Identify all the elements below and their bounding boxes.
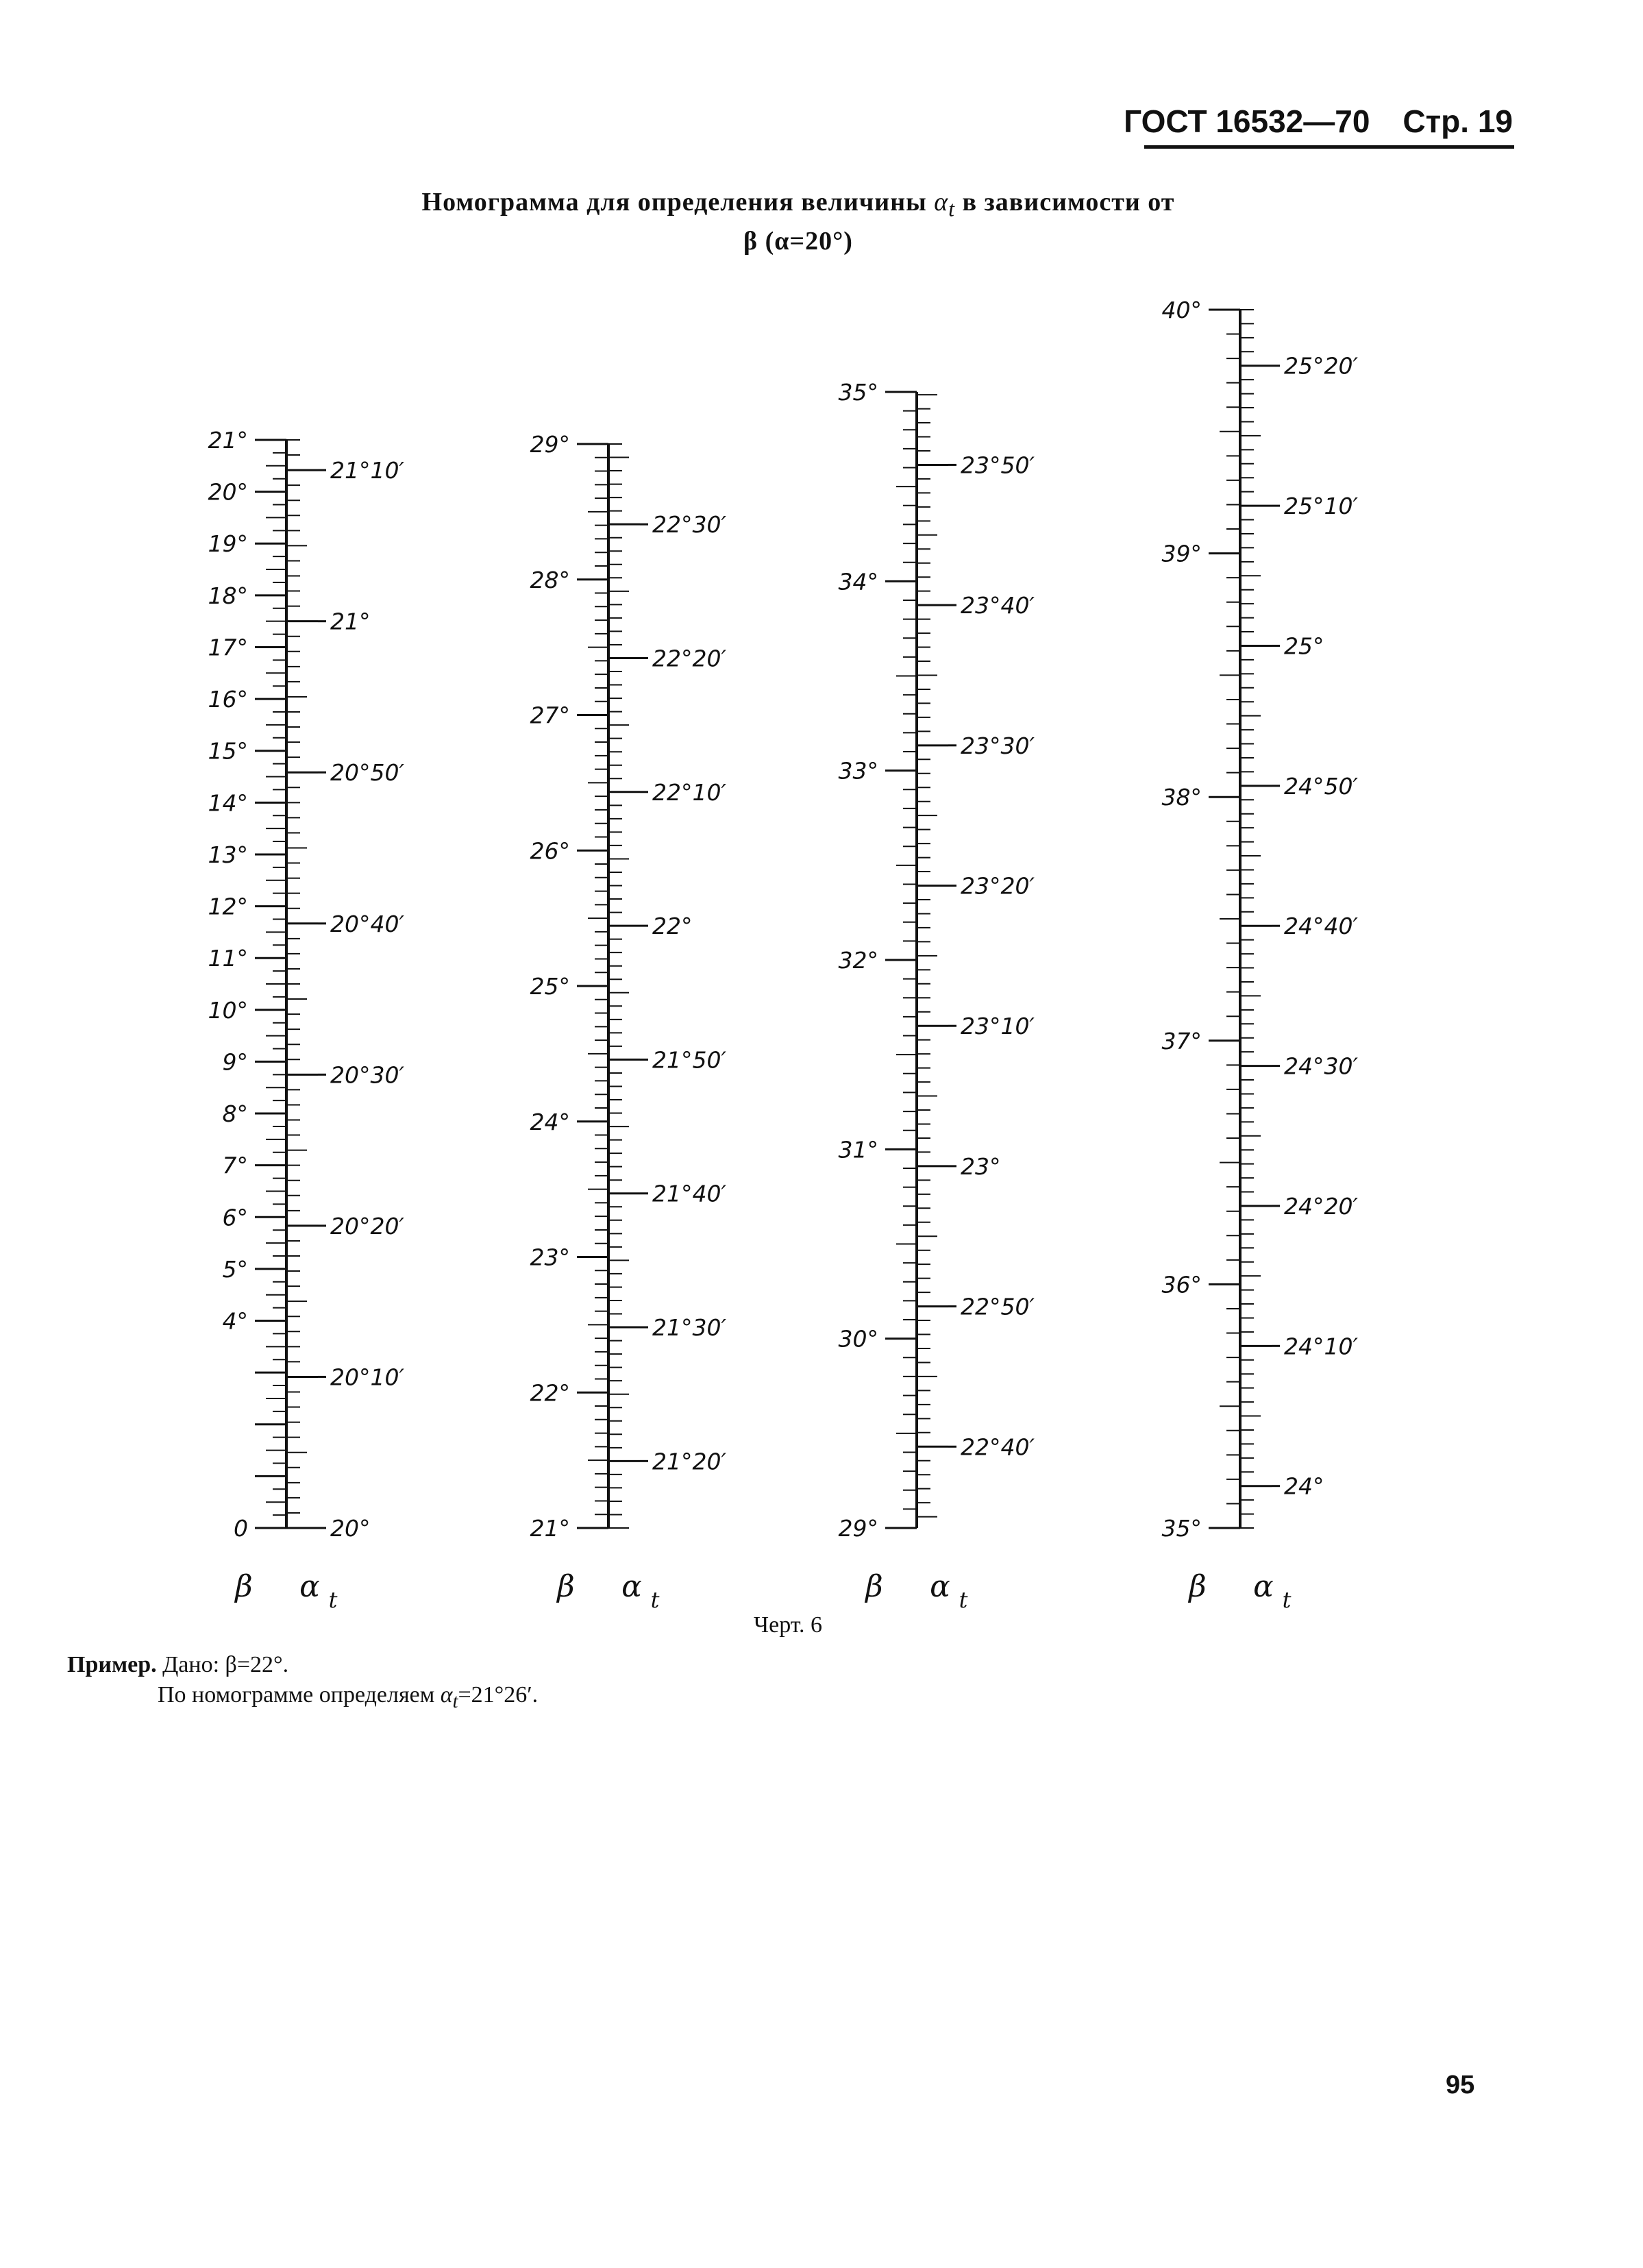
beta-tick-label: 32°	[838, 947, 878, 974]
beta-tick-label: 24°	[530, 1108, 570, 1135]
nomogram-scale-3	[839, 379, 1035, 1613]
beta-tick-label: 18°	[208, 582, 248, 609]
alpha-tick-label: 23°40′	[961, 592, 1035, 619]
beta-tick-label: 22°	[530, 1379, 570, 1407]
page-reference: Стр. 19	[1403, 103, 1513, 139]
alpha-tick-label: 24°50′	[1284, 772, 1358, 800]
alpha-axis-subscript: t	[328, 1587, 338, 1613]
alpha-tick-label: 24°	[1284, 1472, 1324, 1500]
alpha-axis-subscript: t	[1282, 1587, 1292, 1613]
alpha-tick-label: 21°50′	[652, 1046, 726, 1074]
alpha-symbol: α	[934, 188, 949, 217]
beta-tick-label: 7°	[222, 1152, 248, 1179]
alpha-subscript: t	[948, 197, 956, 221]
beta-axis-name: β	[1189, 1569, 1207, 1604]
alpha-axis-name: α	[299, 1569, 320, 1604]
nomogram-scale-2	[530, 431, 727, 1613]
alpha-tick-label: 20°30′	[330, 1061, 404, 1089]
beta-tick-label: 23°	[530, 1244, 570, 1271]
beta-tick-label: 29°	[838, 1515, 878, 1542]
alpha-tick-label: 21°20′	[652, 1448, 726, 1475]
beta-tick-label: 12°	[208, 893, 248, 920]
beta-tick-label: 19°	[208, 530, 248, 558]
alpha-tick-label: 22°50′	[961, 1293, 1035, 1320]
example-block	[67, 1650, 538, 1717]
alpha-tick-label: 25°	[1284, 632, 1324, 660]
alpha-tick-label: 21°10′	[330, 457, 404, 484]
beta-tick-label: 26°	[530, 837, 570, 865]
beta-tick-label: 29°	[530, 431, 570, 458]
alpha-tick-label: 25°10′	[1284, 493, 1358, 520]
beta-tick-label: 0	[234, 1515, 248, 1542]
beta-tick-label: 14°	[208, 789, 248, 817]
alpha-tick-label: 25°20′	[1284, 352, 1358, 380]
example-result-text: По номограмме определяем	[158, 1682, 435, 1708]
title-text-suffix: в зависимости от	[962, 188, 1175, 217]
beta-tick-label: 6°	[222, 1204, 248, 1231]
beta-tick-label: 5°	[222, 1255, 248, 1283]
beta-tick-label: 31°	[838, 1136, 878, 1163]
beta-tick-label: 25°	[530, 973, 570, 1000]
beta-tick-label: 13°	[208, 841, 248, 868]
standard-number: ГОСТ 16532—70	[1124, 103, 1370, 139]
alpha-axis-name: α	[930, 1569, 950, 1604]
alpha-tick-label: 23°30′	[961, 732, 1035, 759]
beta-tick-label: 15°	[208, 737, 248, 765]
alpha-tick-label: 23°10′	[961, 1013, 1035, 1040]
beta-tick-label: 35°	[838, 379, 878, 406]
example-result	[67, 1680, 538, 1717]
alpha-tick-label: 24°10′	[1284, 1333, 1358, 1360]
nomogram-scale-4	[1162, 297, 1359, 1613]
page-number: 95	[1446, 2071, 1475, 2099]
beta-tick-label: 27°	[530, 702, 570, 729]
beta-tick-label: 8°	[222, 1100, 248, 1128]
alpha-axis-subscript: t	[650, 1587, 660, 1613]
beta-tick-label: 37°	[1161, 1027, 1202, 1055]
alpha-tick-label: 24°40′	[1284, 913, 1358, 940]
alpha-tick-label: 23°50′	[961, 452, 1035, 479]
beta-axis-name: β	[865, 1569, 883, 1604]
title-line-2: β (α=20°)	[743, 226, 853, 256]
example-given: Дано: β=22°.	[162, 1652, 289, 1677]
example-alpha-sub: t	[452, 1690, 458, 1712]
alpha-tick-label: 24°30′	[1284, 1052, 1358, 1080]
beta-tick-label: 21°	[208, 427, 248, 454]
beta-tick-label: 36°	[1161, 1271, 1202, 1298]
alpha-tick-label: 24°20′	[1284, 1192, 1358, 1220]
alpha-axis-name: α	[1253, 1569, 1274, 1604]
nomogram-scale-1	[208, 427, 405, 1613]
alpha-tick-label: 21°40′	[652, 1180, 726, 1207]
example-alpha: α	[440, 1682, 453, 1708]
alpha-tick-label: 20°40′	[330, 910, 404, 937]
beta-tick-label: 39°	[1161, 540, 1202, 567]
beta-axis-name: β	[557, 1569, 575, 1604]
beta-tick-label: 21°	[530, 1515, 570, 1542]
alpha-tick-label: 23°20′	[961, 872, 1035, 900]
beta-tick-label: 34°	[838, 568, 878, 595]
beta-tick-label: 33°	[838, 757, 878, 785]
example-label: Пример.	[67, 1652, 157, 1677]
alpha-tick-label: 21°30′	[652, 1314, 726, 1342]
alpha-tick-label: 20°50′	[330, 759, 404, 787]
beta-tick-label: 30°	[838, 1325, 878, 1353]
beta-tick-label: 40°	[1161, 297, 1202, 323]
alpha-tick-label: 22°40′	[961, 1433, 1035, 1461]
beta-tick-label: 4°	[222, 1307, 248, 1335]
example-result-value: =21°26′.	[458, 1682, 539, 1708]
title-text: Номограмма для определения величины	[421, 188, 927, 217]
beta-tick-label: 11°	[208, 945, 248, 972]
alpha-tick-label: 20°	[330, 1515, 371, 1542]
beta-tick-label: 28°	[530, 566, 570, 593]
alpha-tick-label: 20°10′	[330, 1364, 404, 1391]
alpha-tick-label: 22°30′	[652, 511, 726, 539]
alpha-tick-label: 22°	[652, 913, 693, 940]
figure-label: Черт. 6	[754, 1612, 823, 1638]
alpha-axis-name: α	[621, 1569, 642, 1604]
beta-tick-label: 20°	[208, 478, 248, 506]
alpha-axis-subscript: t	[959, 1587, 968, 1613]
alpha-tick-label: 22°10′	[652, 778, 726, 806]
beta-tick-label: 10°	[208, 996, 248, 1024]
beta-tick-label: 16°	[208, 686, 248, 713]
beta-tick-label: 38°	[1161, 784, 1202, 811]
alpha-tick-label: 20°20′	[330, 1212, 404, 1240]
alpha-tick-label: 21°	[330, 608, 371, 635]
beta-tick-label: 35°	[1161, 1515, 1202, 1542]
beta-tick-label: 17°	[208, 634, 248, 661]
alpha-tick-label: 23°	[961, 1153, 1001, 1180]
beta-axis-name: β	[235, 1569, 253, 1604]
alpha-tick-label: 22°20′	[652, 645, 726, 672]
beta-tick-label: 9°	[222, 1048, 248, 1076]
